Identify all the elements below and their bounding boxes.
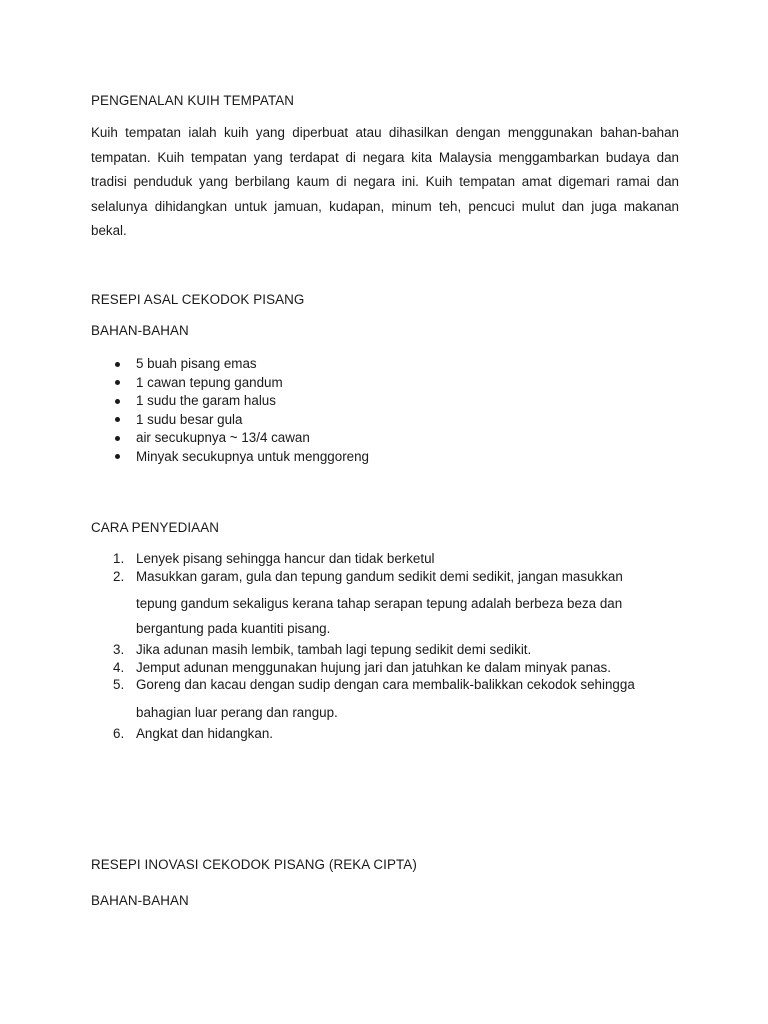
method-step — [91, 725, 671, 743]
intro-heading: PENGENALAN KUIH TEMPATAN — [91, 93, 295, 108]
step-continuation: tepung gandum sekaligus kerana tahap serapan tepung adalah berbeza beza dan bergantung pada kuantiti pisang. — [136, 596, 623, 636]
innovation-ingredients-heading: BAHAN-BAHAN — [91, 893, 189, 908]
ingredients-heading: BAHAN-BAHAN — [91, 323, 189, 338]
ingredients-list — [91, 355, 369, 467]
ingredient-item: 1 cawan tepung gandum — [91, 374, 369, 393]
step-text: Angkat dan hidangkan. — [136, 726, 273, 741]
method-step — [91, 568, 671, 642]
ingredient-item: 1 sudu besar gula — [91, 411, 369, 430]
method-heading: CARA PENYEDIAAN — [91, 520, 220, 535]
method-steps-list — [91, 550, 671, 743]
step-number: 5. — [113, 677, 125, 692]
method-step — [91, 659, 671, 677]
ingredient-item: Minyak secukupnya untuk menggoreng — [91, 448, 369, 467]
step-text: Masukkan garam, gula dan tepung gandum sedikit demi sedikit, jangan masukkan — [136, 568, 623, 584]
ingredient-item: air secukupnya ~ 13/4 cawan — [91, 429, 369, 448]
innovation-recipe-heading: RESEPI INOVASI CEKODOK PISANG (REKA CIPTA) — [91, 857, 417, 872]
step-text: Jemput adunan menggunakan hujung jari dan jatuhkan ke dalam minyak panas. — [136, 659, 611, 675]
original-recipe-heading: RESEPI ASAL CEKODOK PISANG — [91, 292, 305, 307]
step-number: 6. — [113, 726, 125, 741]
ingredient-item: 1 sudu the garam halus — [91, 392, 369, 411]
step-number: 4. — [113, 659, 125, 675]
ingredient-item: 5 buah pisang emas — [91, 355, 369, 374]
intro-paragraph: Kuih tempatan ialah kuih yang diperbuat atau dihasilkan dengan menggunakan bahan-bahan tempatan. Kuih tempatan yang terdapat di negara kita Malaysia menggambarkan budaya dan tradisi penduduk yang berbilang kaum di negara ini. Kuih tempatan amat digemari ramai dan selalunya dihidangkan untuk jamuan, kudapan, minum teh, pencuci mulut dan juga makanan bekal. — [91, 125, 679, 239]
step-text: Goreng dan kacau dengan sudip dengan cara membalik-balikkan cekodok sehingga — [136, 677, 635, 692]
step-continuation: bahagian luar perang dan rangup. — [136, 704, 338, 720]
method-step — [91, 550, 671, 568]
step-number: 2. — [113, 568, 125, 584]
step-text: Lenyek pisang sehingga hancur dan tidak berketul — [136, 551, 435, 566]
step-number: 1. — [113, 551, 125, 566]
step-number: 3. — [113, 642, 125, 657]
method-step — [91, 641, 671, 659]
method-step — [91, 676, 671, 725]
step-text: Jika adunan masih lembik, tambah lagi tepung sedikit demi sedikit. — [136, 642, 532, 657]
